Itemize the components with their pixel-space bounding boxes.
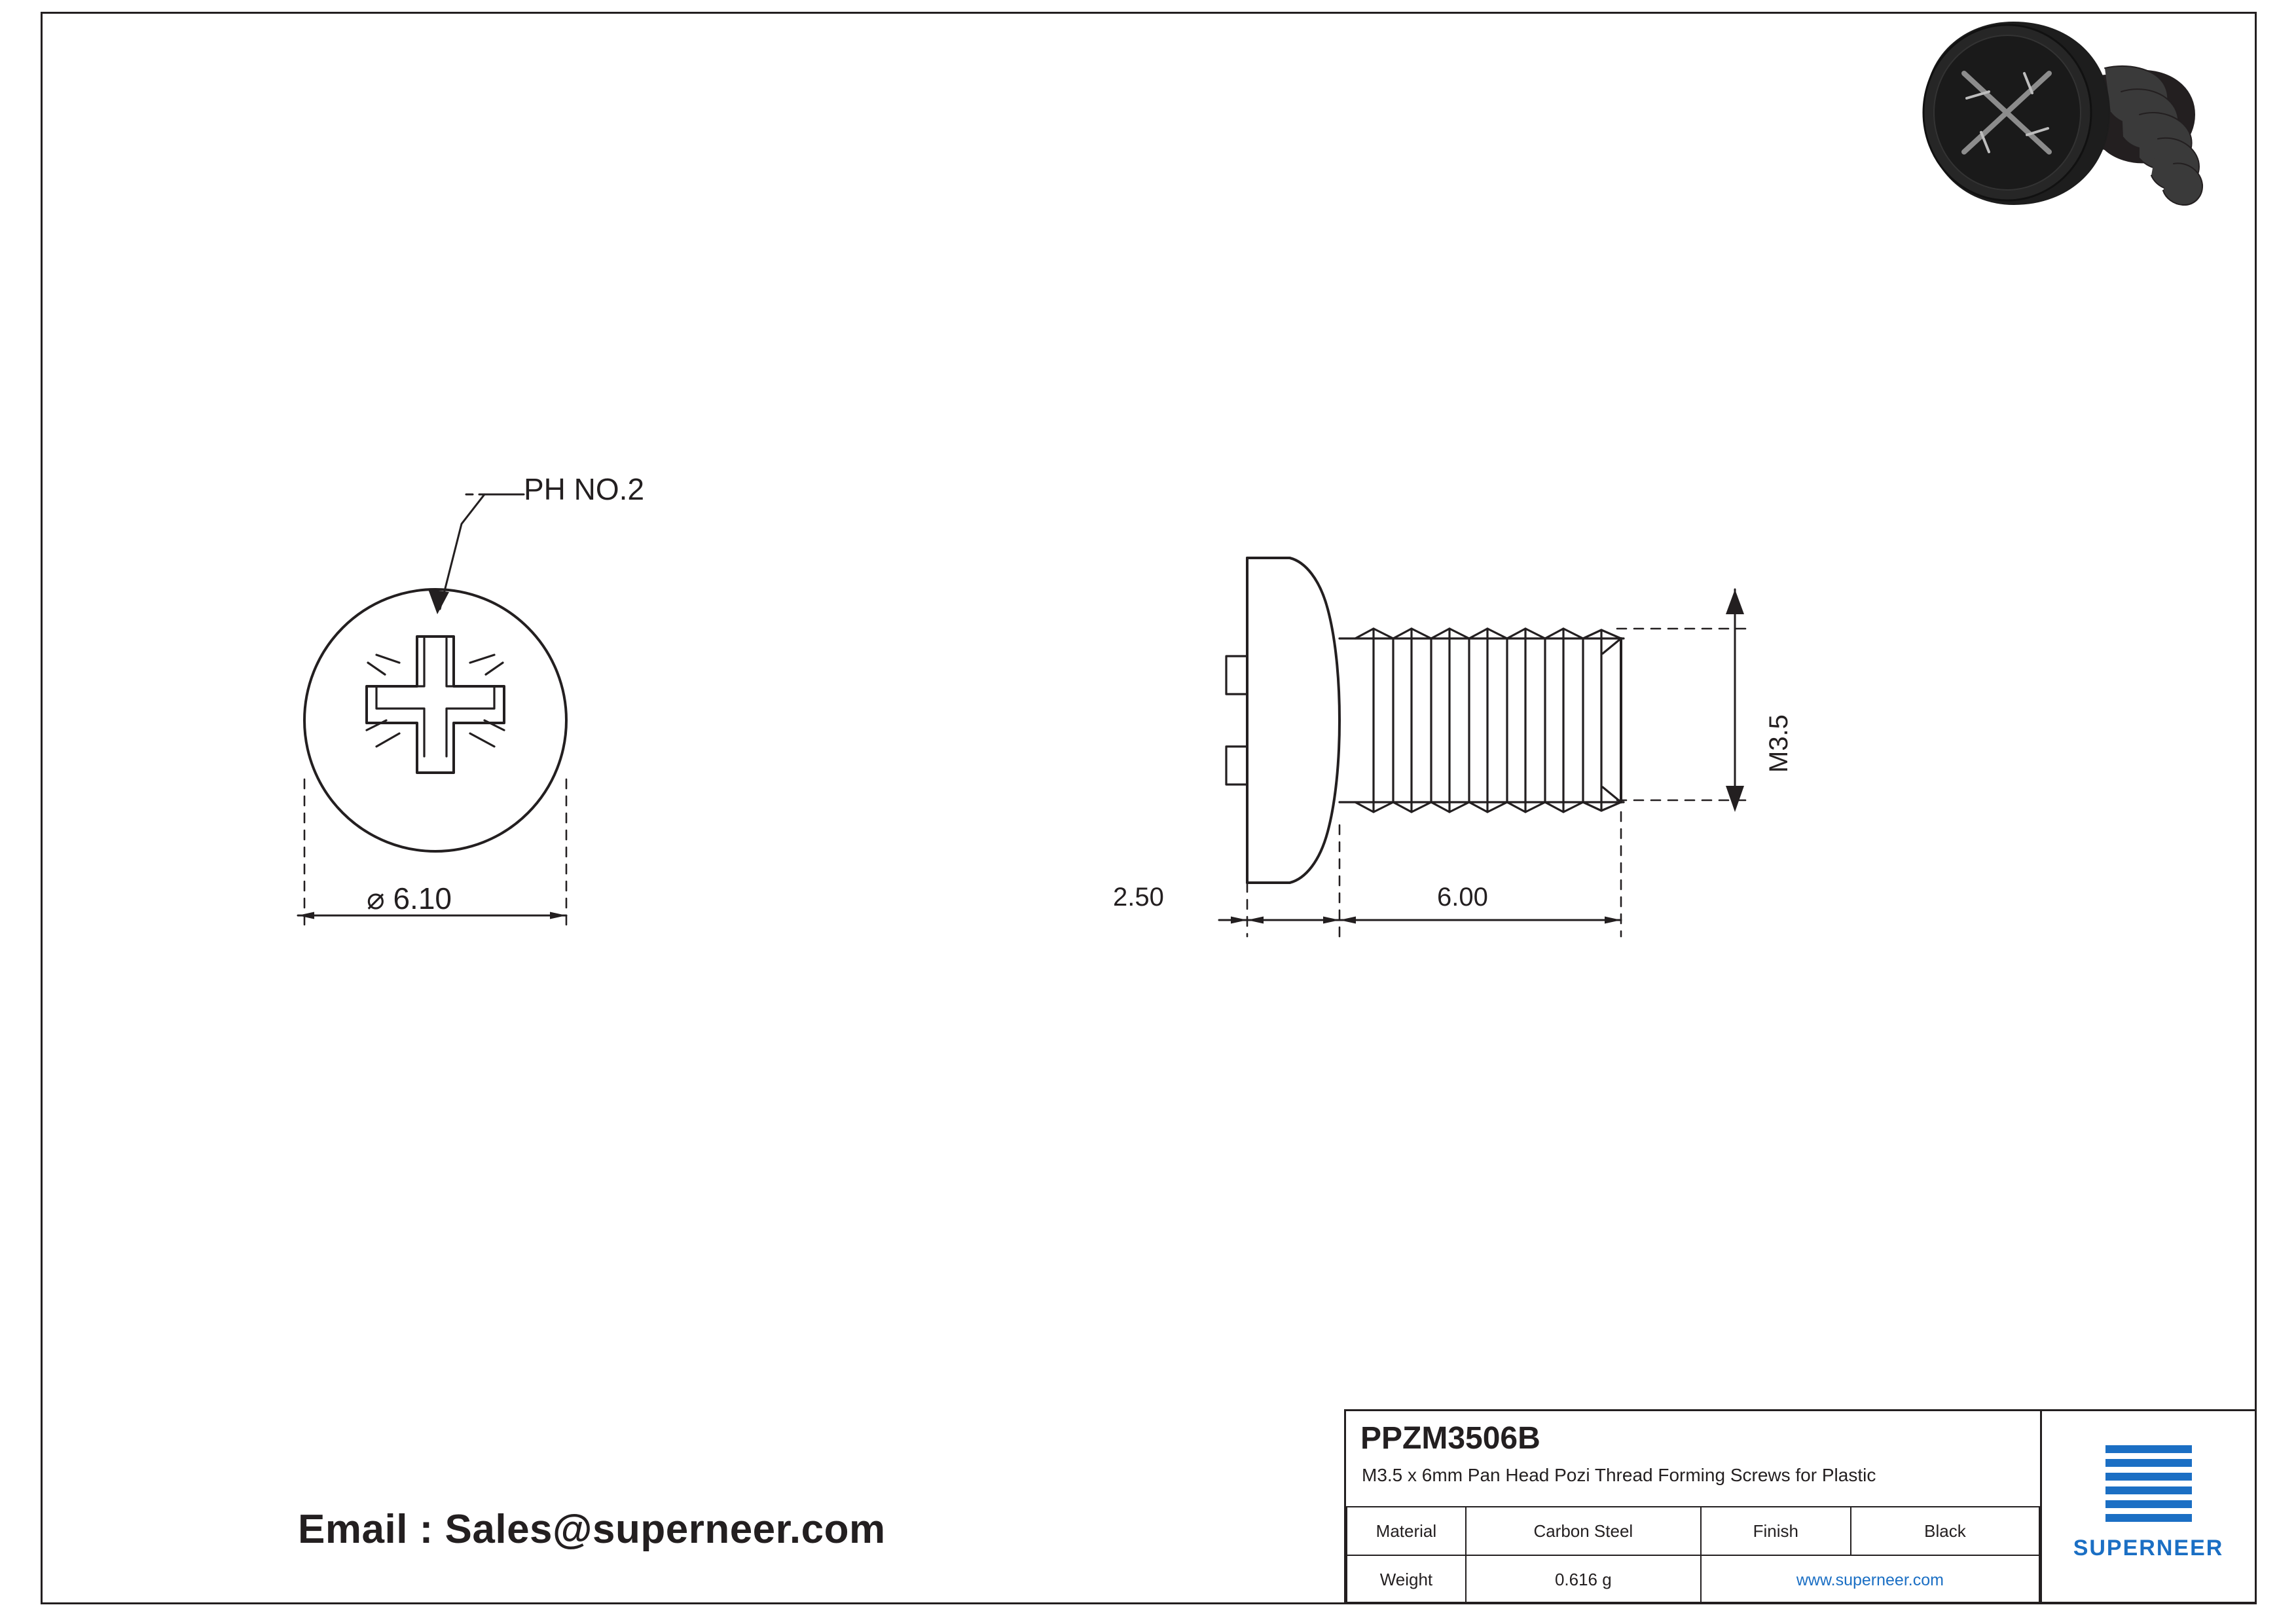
finish-label: Finish bbox=[1701, 1507, 1851, 1555]
side-view bbox=[1219, 558, 1748, 936]
contact-email: Email : Sales@superneer.com bbox=[298, 1507, 886, 1552]
part-code: PPZM3506B bbox=[1360, 1421, 1540, 1456]
drive-note: PH NO.2 bbox=[524, 472, 645, 506]
weight-value: 0.616 g bbox=[1466, 1555, 1701, 1604]
table-row bbox=[1347, 1507, 2039, 1555]
website-cell[interactable] bbox=[1701, 1555, 2039, 1604]
logo-bars-icon bbox=[2105, 1445, 2192, 1517]
finish-value: Black bbox=[1851, 1507, 2039, 1555]
table-row bbox=[1347, 1555, 2039, 1604]
logo-text: SUPERNEER bbox=[2073, 1536, 2224, 1560]
screw-3d-render bbox=[1923, 22, 2202, 205]
website-link[interactable]: www.superneer.com bbox=[1796, 1570, 1944, 1589]
part-description: M3.5 x 6mm Pan Head Pozi Thread Forming Screws for Plastic bbox=[1362, 1465, 1876, 1485]
spec-table bbox=[1346, 1506, 2040, 1604]
head-height-dim: 2.50 bbox=[1113, 883, 1164, 912]
thread-size-dim: M3.5 bbox=[1764, 714, 1793, 773]
title-block-info bbox=[1346, 1411, 2042, 1602]
thread-length-dim: 6.00 bbox=[1437, 883, 1488, 912]
weight-label: Weight bbox=[1347, 1555, 1466, 1604]
title-block bbox=[1344, 1409, 2257, 1604]
front-view-diameter-dim: ⌀ 6.10 bbox=[367, 881, 452, 915]
brand-logo bbox=[2042, 1411, 2255, 1602]
material-value: Carbon Steel bbox=[1466, 1507, 1701, 1555]
material-label: Material bbox=[1347, 1507, 1466, 1555]
front-view bbox=[298, 494, 566, 930]
